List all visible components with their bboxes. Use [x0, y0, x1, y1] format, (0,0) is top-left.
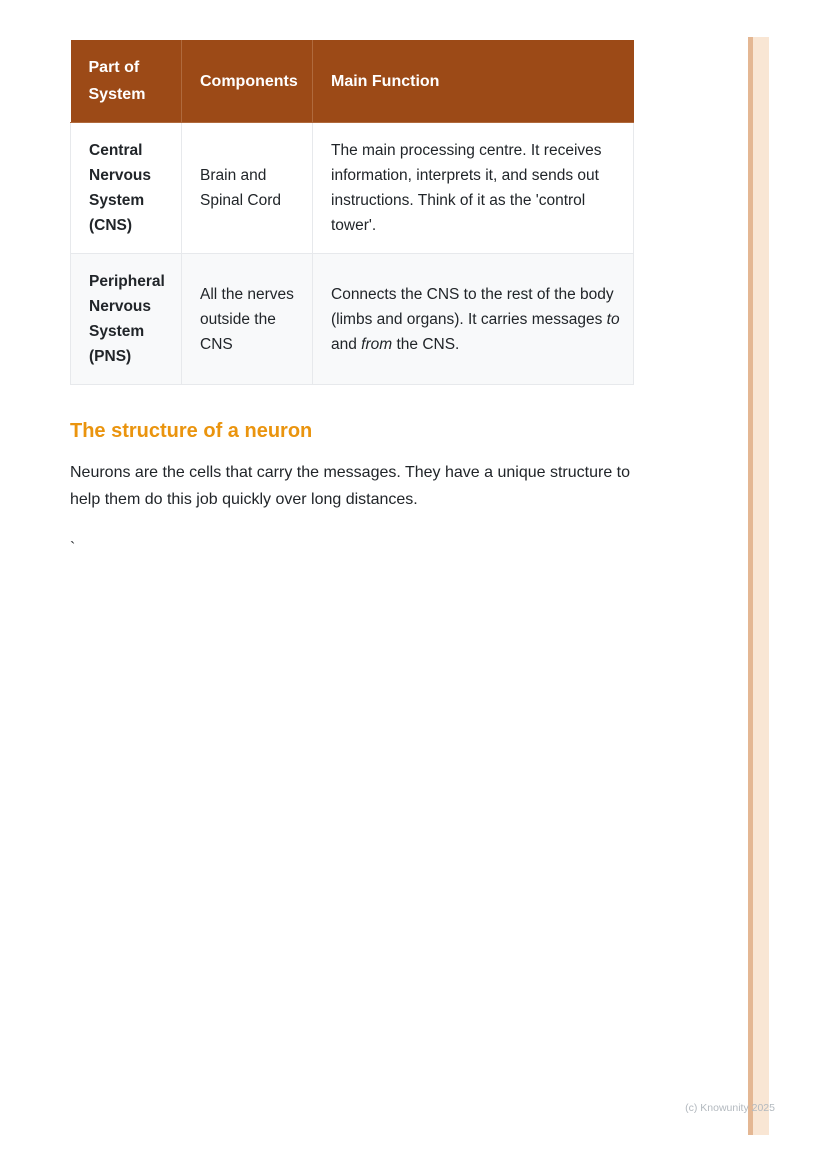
- table-row-pns: [71, 254, 634, 385]
- section-paragraph: Neurons are the cells that carry the messages. They have a unique structure to help them do this job quickly over long distances.: [70, 464, 630, 508]
- table-cell-part-cns: Central Nervous System (CNS): [71, 123, 182, 254]
- function-text-segment: the CNS.: [392, 335, 460, 353]
- footer-watermark: (c) Knowunity 2025: [685, 1102, 775, 1114]
- table-cell-function-cns: The main processing centre. It receives information, interprets it, and sends out instructions. Think of it as the 'control tower'.: [313, 123, 634, 254]
- function-italic-to: to: [606, 310, 620, 328]
- table-header-components: Components: [182, 40, 313, 123]
- table-cell-function-pns: [313, 254, 634, 385]
- table-cell-part-pns: Peripheral Nervous System (PNS): [71, 254, 182, 385]
- function-text-segment: and: [331, 335, 362, 353]
- table-header-row: [71, 40, 634, 123]
- page-edge-strip: [748, 37, 769, 1135]
- table-cell-components-pns: All the nerves outside the CNS: [182, 254, 313, 385]
- stray-character: `: [70, 540, 76, 557]
- table-row-cns: [71, 123, 634, 254]
- function-italic-from: from: [361, 335, 393, 353]
- function-text-segment: Connects the CNS to the rest of the body (limbs and organs). It carries messages: [331, 285, 614, 328]
- table-header-main-function: Main Function: [313, 40, 634, 123]
- table-header-part-of-system: Part of System: [71, 40, 182, 123]
- nervous-system-table: [70, 40, 634, 385]
- section-heading: The structure of a neuron: [70, 420, 313, 442]
- document-content: [70, 40, 633, 562]
- table-cell-components-cns: Brain and Spinal Cord: [182, 123, 313, 254]
